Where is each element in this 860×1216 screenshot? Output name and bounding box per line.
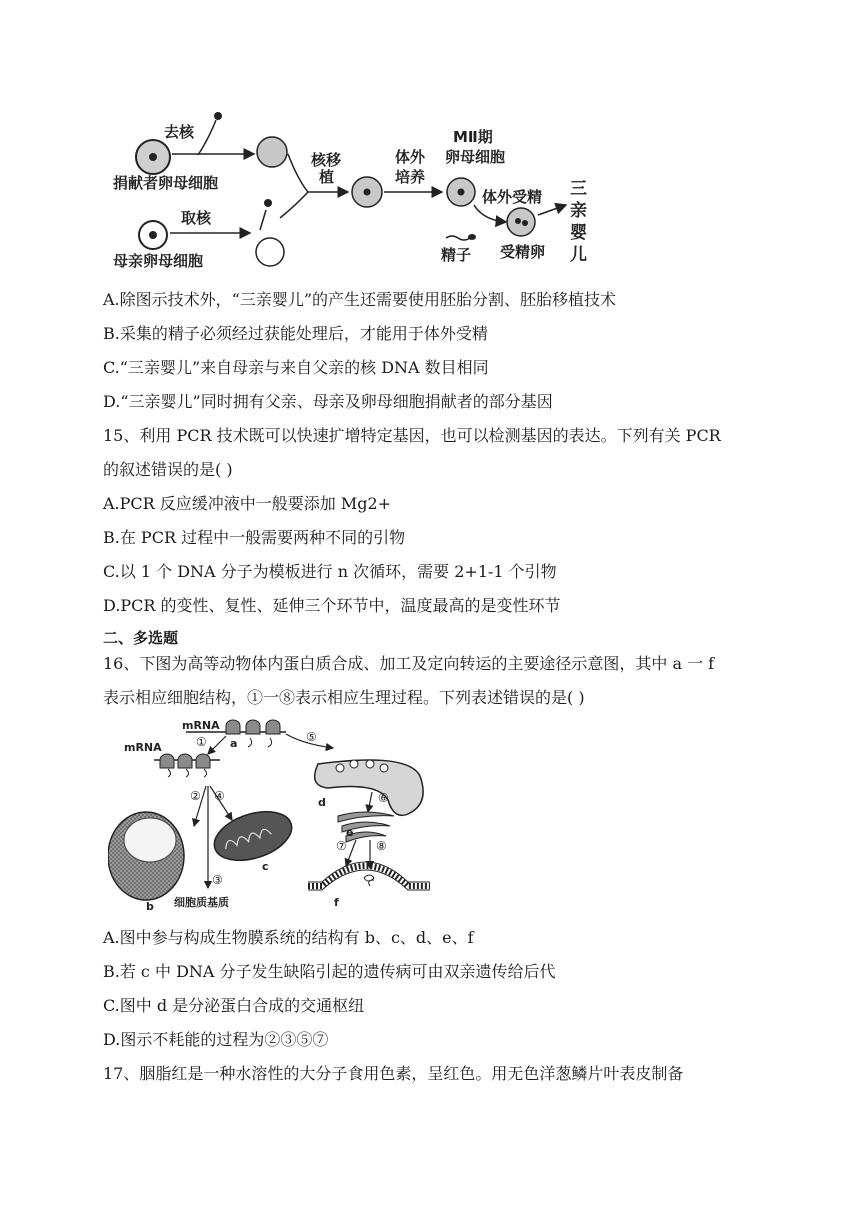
ivf-label: 体外受精 bbox=[482, 188, 543, 206]
label-f: f bbox=[334, 896, 339, 909]
q15-option-d: D.PCR 的变性、复性、延伸三个环节中，温度最高的是变性环节 bbox=[103, 596, 561, 615]
enucleate-label: 去核 bbox=[164, 123, 195, 141]
baby-char-1: 三 bbox=[570, 179, 587, 199]
baby-char-3: 婴 bbox=[570, 223, 587, 243]
nucleus-b bbox=[108, 812, 184, 900]
m2-label-2: 卵母细胞 bbox=[445, 148, 506, 166]
transfer-label-1: 核移 bbox=[311, 151, 342, 169]
sperm-head-icon bbox=[468, 234, 476, 240]
section-heading-multiple-choice: 二、多选题 bbox=[103, 629, 179, 647]
empty-cell bbox=[256, 238, 284, 266]
zygote bbox=[507, 208, 535, 236]
step7-label: ⑦ bbox=[336, 839, 347, 853]
q14-option-d: D.“三亲婴儿”同时拥有父亲、母亲及卵母细胞捐献者的部分基因 bbox=[103, 392, 553, 411]
m2-oocyte bbox=[447, 178, 475, 206]
q14-option-c: C.“三亲婴儿”来自母亲与来自父亲的核 DNA 数目相同 bbox=[103, 358, 489, 377]
take-nucleus-label: 取核 bbox=[181, 209, 212, 227]
baby-char-2: 亲 bbox=[570, 201, 587, 221]
plasma-membrane-f bbox=[308, 862, 430, 890]
step7-arrow bbox=[346, 840, 356, 866]
q16-option-c: C.图中 d 是分泌蛋白合成的交通枢纽 bbox=[103, 996, 365, 1015]
q15-stem-2: 的叙述错误的是( ) bbox=[103, 460, 233, 479]
zygote-label: 受精卵 bbox=[500, 243, 546, 261]
q15-option-c: C.以 1 个 DNA 分子为模板进行 n 次循环，需要 2+1-1 个引物 bbox=[103, 562, 557, 581]
three-parent-baby-diagram bbox=[108, 110, 608, 275]
take-nucleus-arrow bbox=[260, 210, 266, 230]
enucleate-arrow bbox=[198, 120, 216, 155]
removed-nucleus bbox=[214, 112, 222, 120]
label-a: a bbox=[230, 737, 238, 750]
step5-label: ⑤ bbox=[306, 730, 317, 744]
mother-oocyte bbox=[139, 221, 167, 249]
step1-arrow bbox=[208, 736, 226, 754]
baby-char-4: 儿 bbox=[570, 245, 587, 265]
mother-label: 母亲卵母细胞 bbox=[113, 252, 204, 270]
q16-option-b: B.若 c 中 DNA 分子发生缺陷引起的遗传病可由双亲遗传给后代 bbox=[103, 962, 556, 981]
enucleated-oocyte bbox=[257, 137, 287, 167]
transfer-label-2: 植 bbox=[319, 168, 335, 186]
reconstructed-cell bbox=[352, 177, 382, 207]
arrow-to-zygote bbox=[474, 205, 506, 222]
step6-label: ⑥ bbox=[378, 791, 389, 805]
donor-oocyte bbox=[136, 140, 170, 174]
sperm-icon bbox=[446, 236, 470, 240]
q16-stem-1: 16、下图为高等动物体内蛋白质合成、加工及定向转运的主要途径示意图，其中 a 一 f bbox=[103, 654, 715, 673]
q17-stem-1: 17、胭脂红是一种水溶性的大分子食用色素，呈红色。用无色洋葱鳞片叶表皮制备 bbox=[103, 1064, 684, 1083]
sperm-label: 精子 bbox=[441, 246, 472, 264]
step6-arrow bbox=[368, 792, 372, 812]
mrna-top-label: mRNA bbox=[182, 719, 220, 732]
arrow-to-baby bbox=[538, 205, 566, 215]
q16-option-a: A.图中参与构成生物膜系统的结构有 b、c、d、e、f bbox=[103, 928, 474, 947]
mitochondrion-c bbox=[208, 803, 298, 870]
step4-label: ④ bbox=[214, 789, 225, 803]
q16-stem-2: 表示相应细胞结构，①一⑧表示相应生理过程。下列表述错误的是( ) bbox=[103, 688, 585, 707]
m2-label-1: MⅡ期 bbox=[453, 128, 493, 146]
donor-label: 捐献者卵母细胞 bbox=[113, 174, 219, 192]
step3-label: ③ bbox=[212, 873, 223, 887]
step2-label: ② bbox=[190, 789, 201, 803]
extracted-nucleus bbox=[264, 199, 272, 207]
label-d: d bbox=[318, 796, 326, 809]
mrna-left-label: mRNA bbox=[124, 741, 162, 754]
label-b: b bbox=[146, 900, 154, 912]
protein-pathway-diagram bbox=[108, 716, 448, 912]
culture-label-2: 培养 bbox=[395, 168, 426, 186]
step8-label: ⑧ bbox=[376, 839, 387, 853]
polysome bbox=[160, 754, 210, 777]
q15-stem-1: 15、利用 PCR 技术既可以快速扩增特定基因，也可以检测基因的表达。下列有关 PCR bbox=[103, 426, 721, 445]
label-e: e bbox=[346, 826, 354, 839]
cytosol-label: 细胞质基质 bbox=[174, 896, 229, 909]
q14-option-a: A.除图示技术外，“三亲婴儿”的产生还需要使用胚胎分割、胚胎移植技术 bbox=[103, 290, 617, 309]
label-c: c bbox=[262, 860, 269, 873]
q14-option-b: B.采集的精子必须经过获能处理后，才能用于体外受精 bbox=[103, 324, 488, 343]
q16-option-d: D.图示不耗能的过程为②③⑤⑦ bbox=[103, 1030, 329, 1049]
culture-label-1: 体外 bbox=[395, 148, 426, 166]
q15-option-a: A.PCR 反应缓冲液中一般要添加 Mg2+ bbox=[103, 494, 392, 513]
q15-option-b: B.在 PCR 过程中一般需要两种不同的引物 bbox=[103, 528, 406, 547]
step1-label: ① bbox=[196, 735, 207, 749]
merge-arrows bbox=[280, 154, 308, 218]
